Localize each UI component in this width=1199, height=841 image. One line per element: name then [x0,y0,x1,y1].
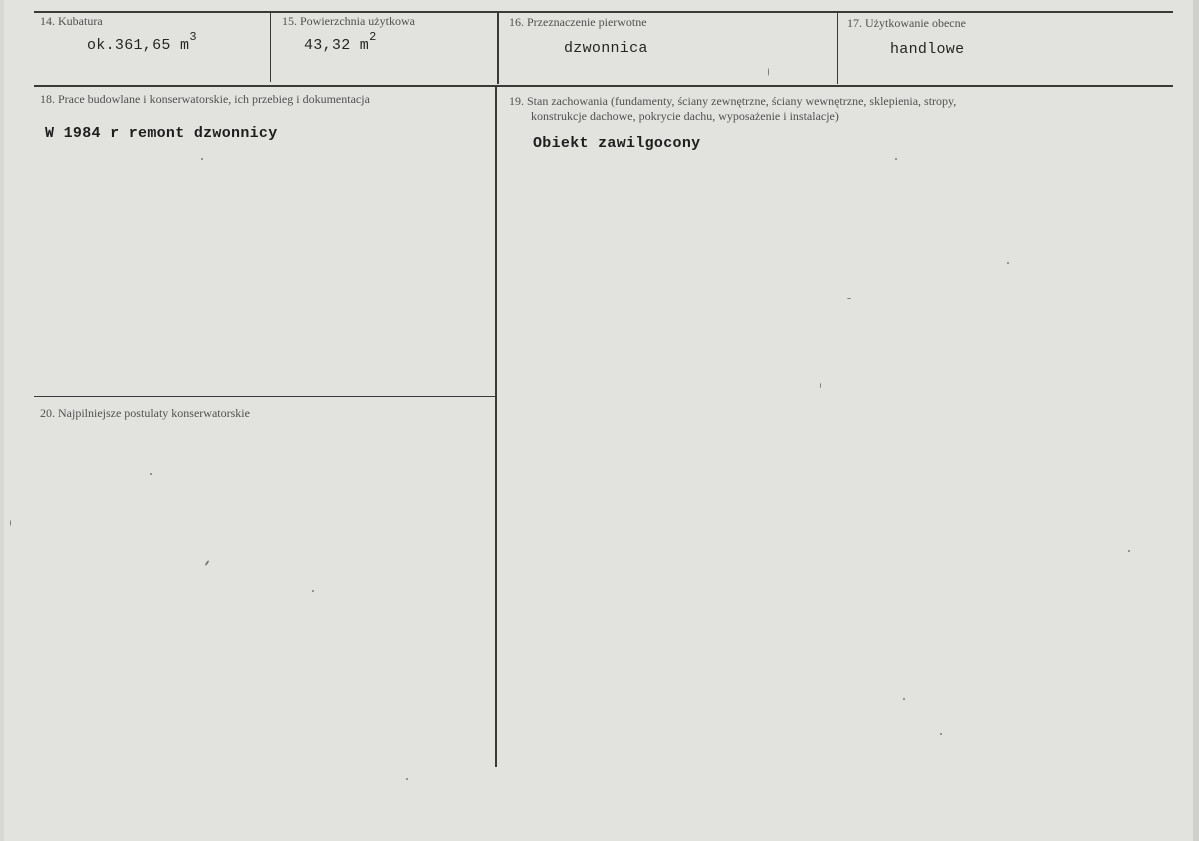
paper-speck [768,68,769,76]
prace-label: 18. Prace budowlane i konserwatorskie, ich przebieg i dokumentacja [40,92,370,106]
kubatura-number: ok.361,65 m [87,37,190,54]
paper-speck [150,473,152,475]
kubatura-exponent: 3 [189,30,197,44]
paper-speck [820,383,821,388]
paper-speck [204,560,209,566]
powierzchnia-value [304,30,377,54]
row-separator-line [34,85,1173,87]
paper-speck [895,158,897,160]
paper-speck [940,733,942,735]
kubatura-label: 14. Kubatura [40,14,103,28]
card-left-edge [0,0,4,841]
paper-speck [1007,262,1009,264]
powierzchnia-label: 15. Powierzchnia użytkowa [282,14,415,28]
divider-16-17 [837,11,838,84]
paper-speck [1128,550,1130,552]
section-20-top-line [34,396,495,397]
stan-value: Obiekt zawilgocony [533,135,701,152]
stan-label-line2: konstrukcje dachowe, pokrycie dachu, wyposażenie i instalacje) [531,109,839,123]
paper-speck [847,298,851,299]
uzytkowanie-value: handlowe [890,41,965,58]
paper-speck [10,520,11,526]
prace-value: W 1984 r remont dzwonnicy [45,125,278,142]
przeznaczenie-value: dzwonnica [564,40,648,57]
kubatura-value [87,30,197,54]
paper-speck [312,590,314,592]
paper-speck [406,778,408,780]
divider-14-15 [270,11,271,82]
powierzchnia-exponent: 2 [369,30,377,44]
top-border-line [34,11,1173,13]
paper-speck [201,158,203,160]
przeznaczenie-label: 16. Przeznaczenie pierwotne [509,15,647,29]
card-right-edge [1193,0,1199,841]
powierzchnia-number: 43,32 m [304,37,370,54]
main-vertical-divider [495,87,497,767]
divider-15-16 [497,11,499,84]
uzytkowanie-label: 17. Użytkowanie obecne [847,16,966,30]
postulaty-label: 20. Najpilniejsze postulaty konserwatorskie [40,406,250,420]
paper-speck [903,698,905,700]
stan-label-line1: 19. Stan zachowania (fundamenty, ściany zewnętrzne, ściany wewnętrzne, sklepienia, stropy, [509,94,957,108]
